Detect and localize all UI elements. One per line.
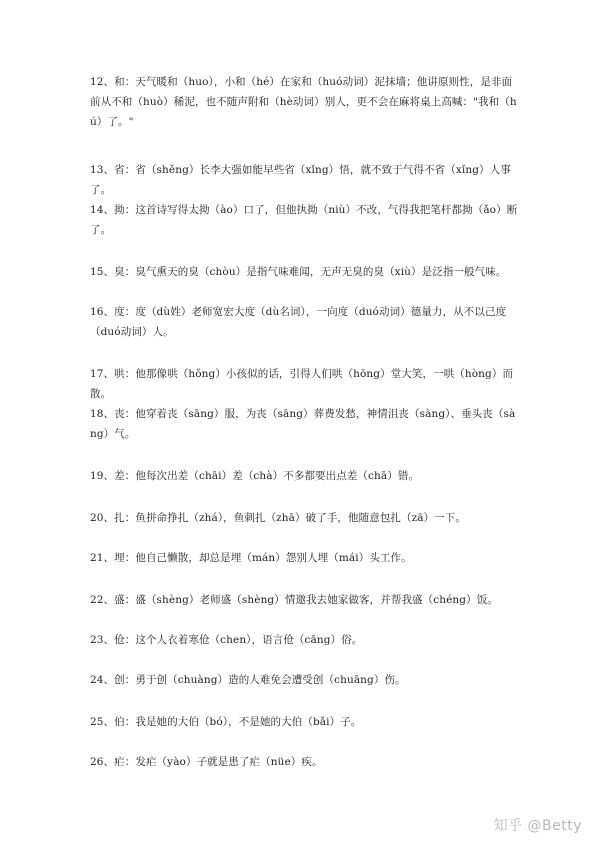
entry-15: 15、臭：臭气熏天的臭（chòu）是指气味难闻，无声无臭的臭（xiù）是泛指一般气味。: [90, 266, 507, 278]
entry-16: 16、度：度（dù姓）老师宽宏大度（dù名词），一向度（duó动词）德量力，从不以己度（duó动词）人。: [90, 306, 507, 338]
entry-21: 21、埋：他自己懒散，却总是埋（mán）怨别人埋（mái）头工作。: [90, 552, 412, 564]
entry-22: 22、盛：盛（shèng）老师盛（shèng）情邀我去她家做客，并帮我盛（chéng）饭。: [90, 594, 498, 606]
entry-13: 13、省：省（shěng）长李大强如能早些省（xǐng）悟，就不致于气得不省（xǐng）人事了。: [90, 164, 511, 196]
entry-25: 25、伯：我是她的大伯（bó），不是她的大伯（bǎi）子。: [90, 716, 362, 728]
entry-24: 24、创：勇于创（chuàng）造的人难免会遭受创（chuāng）伤。: [90, 674, 406, 686]
watermark: 知乎 @Betty: [493, 818, 582, 834]
entry-12: 12、和：天气暖和（huo），小和（hé）在家和（huó动词）泥抹墙；他讲原则性，是非面前从不和（huò）稀泥，也不随声附和（hè动词）别人，更不会在麻将桌上高喊："我和（hú）了。": [90, 76, 517, 128]
entry-26: 26、疟：发疟（yào）子就是患了疟（nüe）疾。: [90, 756, 323, 768]
entry-14: 14、拗：这首诗写得太拗（ào）口了，但他执拗（niù）不改，气得我把笔杆都拗（ǎo）断了。: [90, 204, 518, 236]
entry-23: 23、伧：这个人衣着寒伧（chen），语言伧（cāng）俗。: [90, 634, 363, 646]
entry-20: 20、扎：鱼拼命挣扎（zhá），鱼刺扎（zhā）破了手，他随意包扎（zā）一下。: [90, 512, 467, 524]
entry-18: 18、丧：他穿着丧（sāng）服，为丧（sāng）葬费发愁，神情沮丧（sàng）、垂头丧（sàng）气。: [90, 408, 516, 440]
entry-19: 19、差：他每次出差（chāi）差（chà）不多都要出点差（chā）错。: [90, 470, 420, 482]
entry-17: 17、哄：他那像哄（hǒng）小孩似的话，引得人们哄（hōng）堂大笑，一哄（hòng）而散。: [90, 368, 514, 400]
